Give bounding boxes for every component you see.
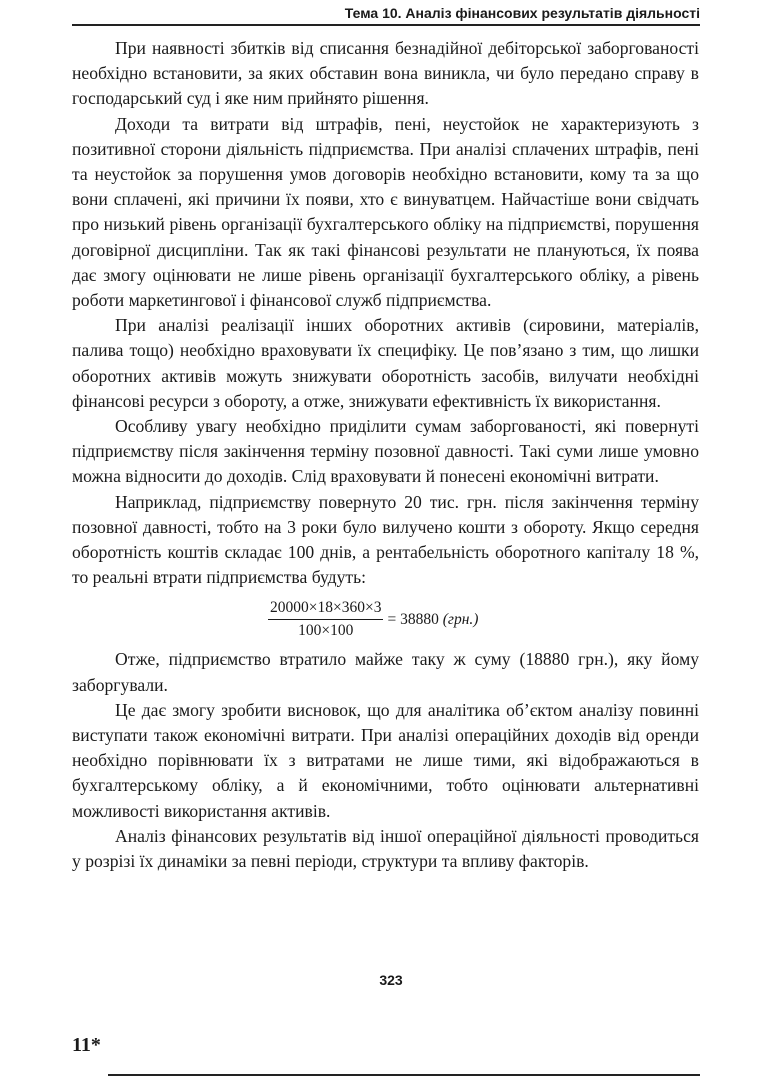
paragraph: Це дає змогу зробити висновок, що для аналітика об’єктом аналізу повинні виступати також економічні витрати. При аналізі операційних доходів від оренди необхідно порівнювати їх з витратами не лише тими, які відображаються в бухгалтерському обліку, а й економічними, тобто оцінювати альтернативні можливості використання активів. <box>72 699 699 821</box>
formula-unit: (грн.) <box>442 610 479 628</box>
formula-result <box>387 610 478 630</box>
page-number: 323 <box>379 972 403 988</box>
formula-equals: = 38880 <box>387 610 439 628</box>
page-body <box>72 36 699 874</box>
paragraph: Особливу увагу необхідно приділити сумам заборгованості, які повернуті підприємству після закінчення терміну позовної давності. Такі суми лише умовно можна відносити до доходів. Слід враховувати й понесені економічні витрати. <box>72 416 699 487</box>
header-title: Тема 10. Аналіз фінансових результатів діяльності <box>344 5 700 21</box>
paragraph: Отже, підприємство втратило майже таку ж суму (18880 грн.), яку йому заборгували. <box>72 649 699 695</box>
paragraph: Наприклад, підприємству повернуто 20 тис. грн. після закінчення терміну позовної давності, тобто на 3 роки було вилучено кошти з обороту. Якщо середня оборотність коштів складає 100 днів, а рентабельність оборотного капіталу 18 %, то реальні втрати підприємства будуть: <box>72 491 699 588</box>
formula-fraction <box>268 598 383 641</box>
formula-numerator: 20000×18×360×3 <box>268 598 383 620</box>
paragraph: При аналізі реалізації інших оборотних активів (сировини, матеріалів, палива тощо) необхідно враховувати їх специфіку. Це пов’язано з тим, що лишки оборотних активів можуть знижувати оборотність засобів, вилучати необхідні фінансові ресурси з обороту, а отже, знижувати ефективність їх використання. <box>72 315 699 411</box>
paragraph: При наявності збитків від списання безнадійної дебіторської заборгованості необхідно встановити, за яких обставин вона виникла, чи було передано справу в господарський суд і яке ним прийнято рішення. <box>72 38 699 109</box>
formula-denominator: 100×100 <box>298 622 354 640</box>
loss-formula <box>268 598 699 641</box>
signature-mark: 11* <box>72 1034 101 1056</box>
footer-divider <box>108 1074 700 1076</box>
paragraph: Аналіз фінансових результатів від іншої операційної діяльності проводиться у розрізі їх динаміки за певні періоди, структури та впливу факторів. <box>72 825 699 872</box>
paragraph: Доходи та витрати від штрафів, пені, неустойок не характеризують з позитивної сторони діяльність підприємства. При аналізі сплачених штрафів, пені та неустойок за порушення умов договорів необхідно встановити, кому та за що вони сплачені, які причини їх появи, хто є винуватцем. Найчастіше вони свідчать про низький рівень організації бухгалтерського обліку на підприємстві, порушення договірної дисципліни. Так як такі фінансові результати не плануються, їх поява дає змогу оцінювати не лише рівень організації бухгалтерського обліку, а рівень роботи маркетингової і фінансової служб підприємства. <box>72 113 699 311</box>
running-header <box>72 2 700 26</box>
